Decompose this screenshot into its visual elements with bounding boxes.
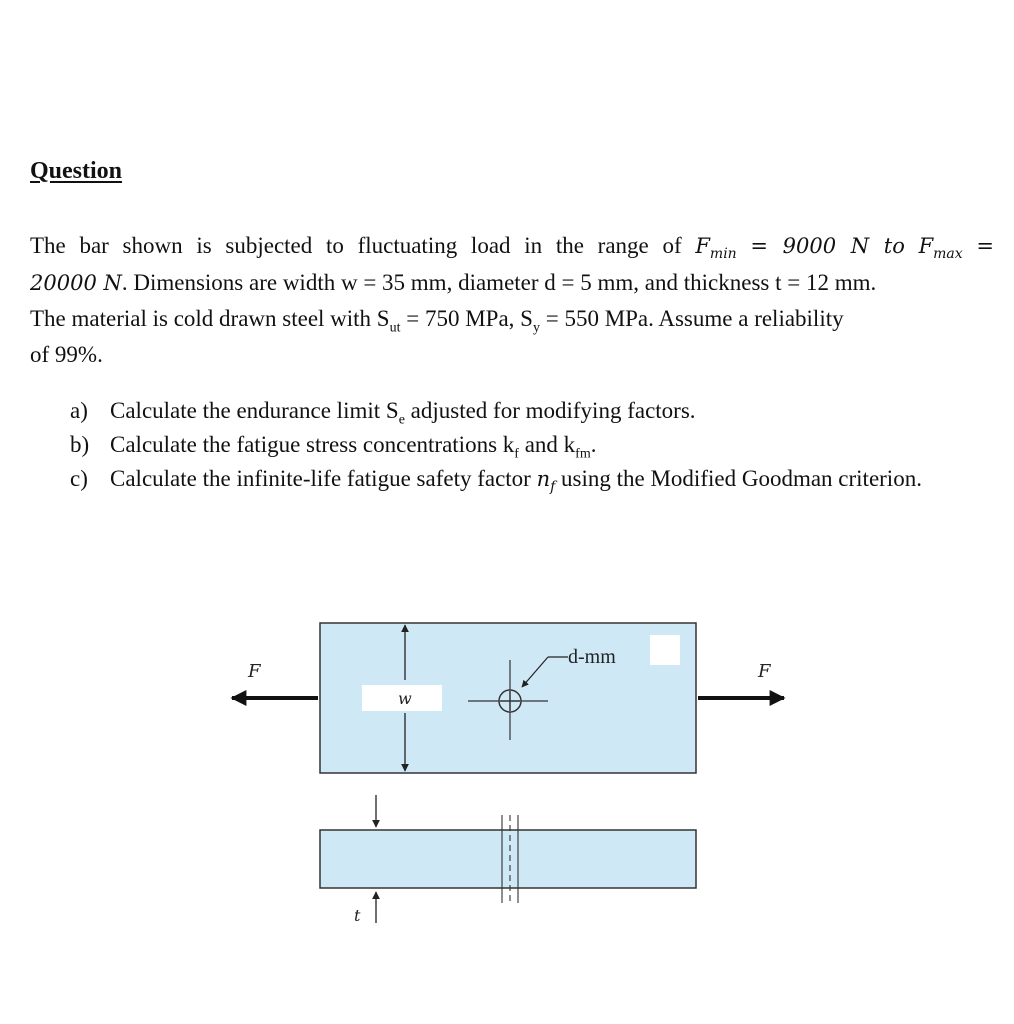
- part-b-text: [110, 428, 994, 462]
- part-b-text-c: .: [590, 432, 597, 457]
- bar-diagram: [218, 605, 804, 935]
- part-a-text: [110, 394, 994, 428]
- fmax-expression: [918, 234, 963, 263]
- part-a-text-a: Calculate the endurance limit S: [110, 398, 399, 423]
- part-b-subscript-2: fm: [575, 446, 591, 462]
- part-a-text-b: adjusted for modifying factors.: [404, 398, 696, 423]
- width-label: w: [398, 689, 412, 708]
- part-a-subscript: e: [398, 412, 405, 428]
- fmin-value: = 9000 N to: [750, 234, 905, 258]
- problem-line-3-text: The material is cold drawn steel with S: [30, 306, 390, 331]
- part-c: [70, 462, 994, 496]
- fmax-subscript: max: [933, 246, 963, 263]
- part-c-text-b: using the Modified Goodman criterion.: [555, 466, 922, 491]
- problem-line-1: [30, 228, 994, 265]
- part-c-text-a: Calculate the infinite-life fatigue safety factor: [110, 466, 537, 491]
- part-b-text-b: and k: [518, 432, 576, 457]
- force-label-left: F: [248, 661, 261, 682]
- part-b-text-a: Calculate the fatigue stress concentrations k: [110, 432, 515, 457]
- part-b: [70, 428, 994, 462]
- nf-symbol: n: [536, 467, 551, 491]
- problem-line-3-text-b: = 750 MPa, S: [400, 306, 533, 331]
- problem-line-3: [30, 301, 994, 337]
- part-b-marker: b): [70, 432, 90, 457]
- question-parts: [70, 394, 994, 496]
- nf-subscript: f: [550, 479, 556, 496]
- part-c-marker: c): [70, 466, 88, 491]
- part-a-marker: a): [70, 398, 88, 423]
- problem-line-4: of 99%.: [30, 341, 103, 367]
- fmax-equals: =: [976, 234, 995, 258]
- problem-line-3-text-c: = 550 MPa. Assume a reliability: [539, 306, 844, 331]
- problem-statement: [30, 228, 994, 372]
- fmin-subscript: min: [709, 246, 737, 263]
- part-a: [70, 394, 994, 428]
- sut-subscript: ut: [389, 320, 401, 336]
- label-cover: [650, 635, 680, 665]
- nf-symbol-group: [536, 467, 556, 496]
- fmin-expression: [695, 234, 737, 263]
- part-c-text: [110, 462, 994, 496]
- fmin-symbol: F: [695, 234, 710, 258]
- fmax-symbol: F: [918, 234, 934, 258]
- thickness-label: t: [354, 906, 361, 925]
- sy-subscript: y: [532, 320, 540, 336]
- diameter-label: d-mm: [568, 646, 616, 668]
- part-b-subscript: f: [514, 446, 519, 462]
- plate-side-view: [320, 830, 696, 888]
- fmax-value: 20000 N: [30, 270, 122, 295]
- bar-figure: [218, 605, 804, 935]
- problem-line-2-text: . Dimensions are width w = 35 mm, diameter d = 5 mm, and thickness t = 12 mm.: [121, 269, 877, 295]
- question-heading: Question: [30, 158, 123, 184]
- problem-line-2: [30, 265, 994, 302]
- force-label-right: F: [758, 661, 771, 682]
- problem-line-1-text: The bar shown is subjected to fluctuating load in the range of: [30, 233, 682, 258]
